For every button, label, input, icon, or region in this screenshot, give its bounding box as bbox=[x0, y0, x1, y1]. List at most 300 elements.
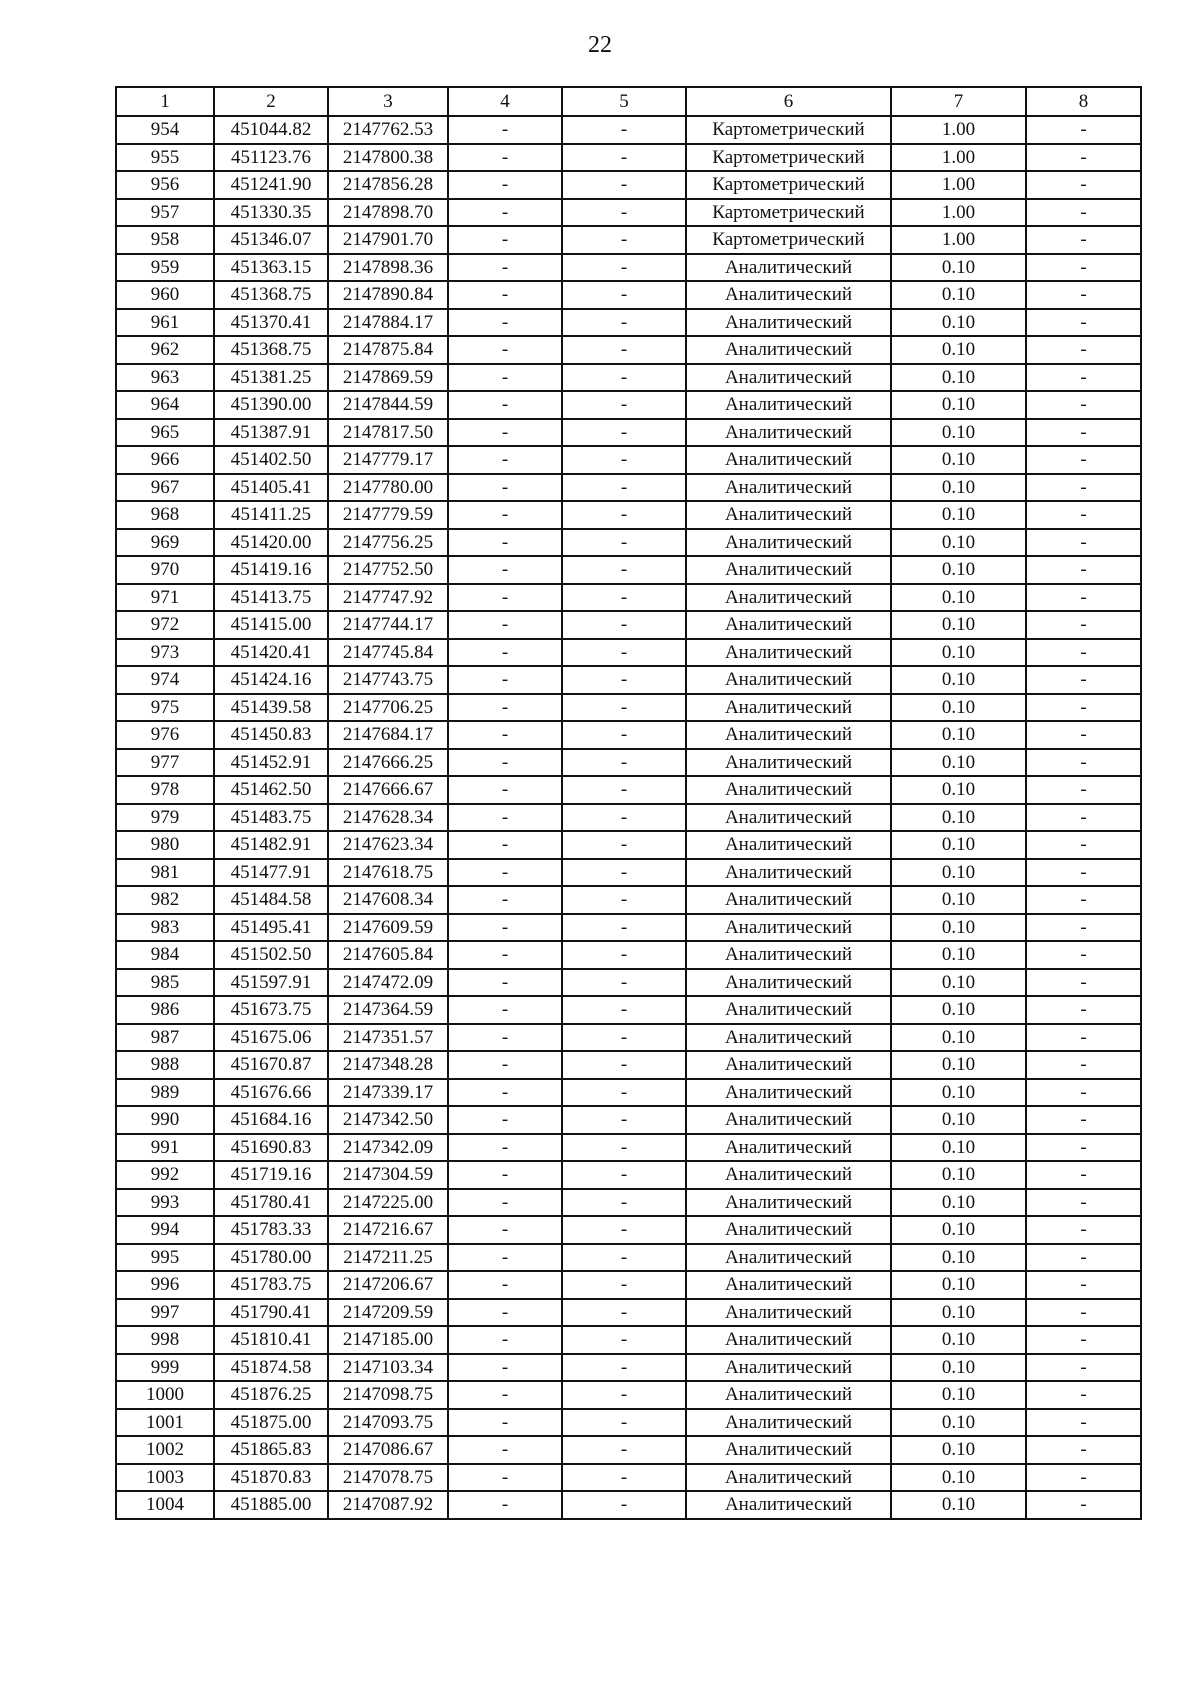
table-row bbox=[116, 364, 1141, 392]
y-coordinate-cell: 2147351.57 bbox=[328, 1024, 448, 1052]
column-header-1: 1 bbox=[116, 87, 214, 116]
method-cell: Аналитический bbox=[686, 1326, 891, 1354]
col5-cell: - bbox=[562, 831, 686, 859]
accuracy-cell: 0.10 bbox=[891, 1216, 1026, 1244]
accuracy-cell: 0.10 bbox=[891, 501, 1026, 529]
col8-cell: - bbox=[1026, 364, 1141, 392]
y-coordinate-cell: 2147779.17 bbox=[328, 446, 448, 474]
point-number-cell: 970 bbox=[116, 556, 214, 584]
method-cell: Картометрический bbox=[686, 144, 891, 172]
col5-cell: - bbox=[562, 501, 686, 529]
col5-cell: - bbox=[562, 1244, 686, 1272]
point-number-cell: 988 bbox=[116, 1051, 214, 1079]
y-coordinate-cell: 2147348.28 bbox=[328, 1051, 448, 1079]
col8-cell: - bbox=[1026, 446, 1141, 474]
point-number-cell: 1002 bbox=[116, 1436, 214, 1464]
method-cell: Аналитический bbox=[686, 969, 891, 997]
x-coordinate-cell: 451413.75 bbox=[214, 584, 328, 612]
column-header-5: 5 bbox=[562, 87, 686, 116]
y-coordinate-cell: 2147098.75 bbox=[328, 1381, 448, 1409]
col8-cell: - bbox=[1026, 226, 1141, 254]
point-number-cell: 967 bbox=[116, 474, 214, 502]
table-row bbox=[116, 776, 1141, 804]
col8-cell: - bbox=[1026, 749, 1141, 777]
x-coordinate-cell: 451673.75 bbox=[214, 996, 328, 1024]
accuracy-cell: 0.10 bbox=[891, 859, 1026, 887]
point-number-cell: 996 bbox=[116, 1271, 214, 1299]
point-number-cell: 965 bbox=[116, 419, 214, 447]
accuracy-cell: 0.10 bbox=[891, 721, 1026, 749]
col4-cell: - bbox=[448, 776, 562, 804]
col4-cell: - bbox=[448, 666, 562, 694]
col4-cell: - bbox=[448, 254, 562, 282]
col8-cell: - bbox=[1026, 1381, 1141, 1409]
method-cell: Аналитический bbox=[686, 419, 891, 447]
col4-cell: - bbox=[448, 1134, 562, 1162]
col4-cell: - bbox=[448, 116, 562, 144]
x-coordinate-cell: 451123.76 bbox=[214, 144, 328, 172]
col4-cell: - bbox=[448, 529, 562, 557]
col8-cell: - bbox=[1026, 171, 1141, 199]
col4-cell: - bbox=[448, 501, 562, 529]
y-coordinate-cell: 2147216.67 bbox=[328, 1216, 448, 1244]
x-coordinate-cell: 451875.00 bbox=[214, 1409, 328, 1437]
table-row bbox=[116, 639, 1141, 667]
coordinates-table bbox=[115, 86, 1142, 1520]
point-number-cell: 958 bbox=[116, 226, 214, 254]
y-coordinate-cell: 2147856.28 bbox=[328, 171, 448, 199]
point-number-cell: 957 bbox=[116, 199, 214, 227]
method-cell: Аналитический bbox=[686, 364, 891, 392]
col4-cell: - bbox=[448, 364, 562, 392]
method-cell: Аналитический bbox=[686, 694, 891, 722]
x-coordinate-cell: 451484.58 bbox=[214, 886, 328, 914]
x-coordinate-cell: 451346.07 bbox=[214, 226, 328, 254]
col8-cell: - bbox=[1026, 254, 1141, 282]
y-coordinate-cell: 2147209.59 bbox=[328, 1299, 448, 1327]
y-coordinate-cell: 2147706.25 bbox=[328, 694, 448, 722]
accuracy-cell: 0.10 bbox=[891, 1271, 1026, 1299]
accuracy-cell: 0.10 bbox=[891, 1409, 1026, 1437]
y-coordinate-cell: 2147901.70 bbox=[328, 226, 448, 254]
col4-cell: - bbox=[448, 886, 562, 914]
y-coordinate-cell: 2147605.84 bbox=[328, 941, 448, 969]
table-row bbox=[116, 1216, 1141, 1244]
accuracy-cell: 0.10 bbox=[891, 639, 1026, 667]
col5-cell: - bbox=[562, 419, 686, 447]
col4-cell: - bbox=[448, 1079, 562, 1107]
point-number-cell: 986 bbox=[116, 996, 214, 1024]
col5-cell: - bbox=[562, 529, 686, 557]
method-cell: Аналитический bbox=[686, 639, 891, 667]
table-row bbox=[116, 1079, 1141, 1107]
col4-cell: - bbox=[448, 1381, 562, 1409]
col8-cell: - bbox=[1026, 1161, 1141, 1189]
table-row bbox=[116, 886, 1141, 914]
table-row bbox=[116, 749, 1141, 777]
y-coordinate-cell: 2147898.36 bbox=[328, 254, 448, 282]
method-cell: Аналитический bbox=[686, 886, 891, 914]
col8-cell: - bbox=[1026, 144, 1141, 172]
col5-cell: - bbox=[562, 914, 686, 942]
accuracy-cell: 0.10 bbox=[891, 1244, 1026, 1272]
col5-cell: - bbox=[562, 336, 686, 364]
method-cell: Аналитический bbox=[686, 1436, 891, 1464]
col5-cell: - bbox=[562, 1326, 686, 1354]
method-cell: Аналитический bbox=[686, 1216, 891, 1244]
method-cell: Аналитический bbox=[686, 501, 891, 529]
accuracy-cell: 0.10 bbox=[891, 364, 1026, 392]
y-coordinate-cell: 2147211.25 bbox=[328, 1244, 448, 1272]
point-number-cell: 972 bbox=[116, 611, 214, 639]
accuracy-cell: 0.10 bbox=[891, 1299, 1026, 1327]
col5-cell: - bbox=[562, 1409, 686, 1437]
accuracy-cell: 1.00 bbox=[891, 171, 1026, 199]
x-coordinate-cell: 451876.25 bbox=[214, 1381, 328, 1409]
accuracy-cell: 0.10 bbox=[891, 1354, 1026, 1382]
col8-cell: - bbox=[1026, 721, 1141, 749]
col8-cell: - bbox=[1026, 1326, 1141, 1354]
x-coordinate-cell: 451363.15 bbox=[214, 254, 328, 282]
col8-cell: - bbox=[1026, 1354, 1141, 1382]
accuracy-cell: 1.00 bbox=[891, 199, 1026, 227]
accuracy-cell: 0.10 bbox=[891, 996, 1026, 1024]
col4-cell: - bbox=[448, 1464, 562, 1492]
col5-cell: - bbox=[562, 1491, 686, 1519]
accuracy-cell: 0.10 bbox=[891, 1134, 1026, 1162]
col4-cell: - bbox=[448, 859, 562, 887]
point-number-cell: 966 bbox=[116, 446, 214, 474]
column-header-2: 2 bbox=[214, 87, 328, 116]
x-coordinate-cell: 451411.25 bbox=[214, 501, 328, 529]
point-number-cell: 971 bbox=[116, 584, 214, 612]
y-coordinate-cell: 2147744.17 bbox=[328, 611, 448, 639]
col8-cell: - bbox=[1026, 611, 1141, 639]
col4-cell: - bbox=[448, 1271, 562, 1299]
point-number-cell: 1001 bbox=[116, 1409, 214, 1437]
y-coordinate-cell: 2147342.50 bbox=[328, 1106, 448, 1134]
col5-cell: - bbox=[562, 1134, 686, 1162]
col4-cell: - bbox=[448, 1161, 562, 1189]
col4-cell: - bbox=[448, 1189, 562, 1217]
col5-cell: - bbox=[562, 391, 686, 419]
point-number-cell: 976 bbox=[116, 721, 214, 749]
table-row bbox=[116, 1464, 1141, 1492]
table-row bbox=[116, 419, 1141, 447]
col8-cell: - bbox=[1026, 281, 1141, 309]
col4-cell: - bbox=[448, 1106, 562, 1134]
method-cell: Картометрический bbox=[686, 116, 891, 144]
col8-cell: - bbox=[1026, 529, 1141, 557]
method-cell: Аналитический bbox=[686, 254, 891, 282]
point-number-cell: 999 bbox=[116, 1354, 214, 1382]
y-coordinate-cell: 2147684.17 bbox=[328, 721, 448, 749]
table-row bbox=[116, 1051, 1141, 1079]
table-header-row bbox=[116, 87, 1141, 116]
table-row bbox=[116, 391, 1141, 419]
x-coordinate-cell: 451477.91 bbox=[214, 859, 328, 887]
x-coordinate-cell: 451405.41 bbox=[214, 474, 328, 502]
point-number-cell: 990 bbox=[116, 1106, 214, 1134]
table-row bbox=[116, 831, 1141, 859]
point-number-cell: 955 bbox=[116, 144, 214, 172]
method-cell: Аналитический bbox=[686, 941, 891, 969]
x-coordinate-cell: 451783.33 bbox=[214, 1216, 328, 1244]
method-cell: Аналитический bbox=[686, 831, 891, 859]
col8-cell: - bbox=[1026, 391, 1141, 419]
table-row bbox=[116, 1326, 1141, 1354]
point-number-cell: 961 bbox=[116, 309, 214, 337]
accuracy-cell: 0.10 bbox=[891, 1189, 1026, 1217]
x-coordinate-cell: 451719.16 bbox=[214, 1161, 328, 1189]
col4-cell: - bbox=[448, 1244, 562, 1272]
table-row bbox=[116, 721, 1141, 749]
col8-cell: - bbox=[1026, 1244, 1141, 1272]
method-cell: Аналитический bbox=[686, 1354, 891, 1382]
table-row bbox=[116, 1106, 1141, 1134]
method-cell: Аналитический bbox=[686, 1051, 891, 1079]
col5-cell: - bbox=[562, 254, 686, 282]
method-cell: Аналитический bbox=[686, 391, 891, 419]
col4-cell: - bbox=[448, 941, 562, 969]
method-cell: Аналитический bbox=[686, 1079, 891, 1107]
table-row bbox=[116, 1244, 1141, 1272]
point-number-cell: 998 bbox=[116, 1326, 214, 1354]
table-row bbox=[116, 116, 1141, 144]
col8-cell: - bbox=[1026, 969, 1141, 997]
table-row bbox=[116, 1354, 1141, 1382]
accuracy-cell: 0.10 bbox=[891, 776, 1026, 804]
y-coordinate-cell: 2147875.84 bbox=[328, 336, 448, 364]
accuracy-cell: 0.10 bbox=[891, 749, 1026, 777]
table-row bbox=[116, 529, 1141, 557]
col8-cell: - bbox=[1026, 309, 1141, 337]
x-coordinate-cell: 451420.00 bbox=[214, 529, 328, 557]
x-coordinate-cell: 451370.41 bbox=[214, 309, 328, 337]
point-number-cell: 973 bbox=[116, 639, 214, 667]
y-coordinate-cell: 2147339.17 bbox=[328, 1079, 448, 1107]
table-row bbox=[116, 446, 1141, 474]
accuracy-cell: 1.00 bbox=[891, 226, 1026, 254]
y-coordinate-cell: 2147103.34 bbox=[328, 1354, 448, 1382]
accuracy-cell: 0.10 bbox=[891, 804, 1026, 832]
page-number: 22 bbox=[588, 32, 612, 58]
method-cell: Аналитический bbox=[686, 1299, 891, 1327]
y-coordinate-cell: 2147225.00 bbox=[328, 1189, 448, 1217]
method-cell: Аналитический bbox=[686, 1161, 891, 1189]
col8-cell: - bbox=[1026, 859, 1141, 887]
col4-cell: - bbox=[448, 226, 562, 254]
x-coordinate-cell: 451482.91 bbox=[214, 831, 328, 859]
accuracy-cell: 0.10 bbox=[891, 1051, 1026, 1079]
table-row bbox=[116, 1436, 1141, 1464]
method-cell: Аналитический bbox=[686, 446, 891, 474]
y-coordinate-cell: 2147752.50 bbox=[328, 556, 448, 584]
x-coordinate-cell: 451670.87 bbox=[214, 1051, 328, 1079]
col5-cell: - bbox=[562, 969, 686, 997]
method-cell: Аналитический bbox=[686, 309, 891, 337]
col4-cell: - bbox=[448, 996, 562, 1024]
method-cell: Аналитический bbox=[686, 1106, 891, 1134]
y-coordinate-cell: 2147087.92 bbox=[328, 1491, 448, 1519]
accuracy-cell: 0.10 bbox=[891, 446, 1026, 474]
col8-cell: - bbox=[1026, 584, 1141, 612]
col4-cell: - bbox=[448, 336, 562, 364]
col5-cell: - bbox=[562, 144, 686, 172]
col4-cell: - bbox=[448, 391, 562, 419]
col5-cell: - bbox=[562, 1079, 686, 1107]
table-row bbox=[116, 144, 1141, 172]
col5-cell: - bbox=[562, 556, 686, 584]
method-cell: Аналитический bbox=[686, 611, 891, 639]
accuracy-cell: 0.10 bbox=[891, 419, 1026, 447]
col5-cell: - bbox=[562, 1106, 686, 1134]
y-coordinate-cell: 2147206.67 bbox=[328, 1271, 448, 1299]
col5-cell: - bbox=[562, 941, 686, 969]
accuracy-cell: 0.10 bbox=[891, 309, 1026, 337]
point-number-cell: 969 bbox=[116, 529, 214, 557]
table-row bbox=[116, 474, 1141, 502]
point-number-cell: 987 bbox=[116, 1024, 214, 1052]
table-row bbox=[116, 309, 1141, 337]
table-row bbox=[116, 969, 1141, 997]
table-row bbox=[116, 996, 1141, 1024]
method-cell: Аналитический bbox=[686, 1134, 891, 1162]
y-coordinate-cell: 2147817.50 bbox=[328, 419, 448, 447]
method-cell: Аналитический bbox=[686, 1409, 891, 1437]
col8-cell: - bbox=[1026, 419, 1141, 447]
col5-cell: - bbox=[562, 1216, 686, 1244]
y-coordinate-cell: 2147747.92 bbox=[328, 584, 448, 612]
table-row bbox=[116, 1299, 1141, 1327]
accuracy-cell: 0.10 bbox=[891, 584, 1026, 612]
table-row bbox=[116, 1271, 1141, 1299]
point-number-cell: 995 bbox=[116, 1244, 214, 1272]
point-number-cell: 991 bbox=[116, 1134, 214, 1162]
y-coordinate-cell: 2147628.34 bbox=[328, 804, 448, 832]
y-coordinate-cell: 2147608.34 bbox=[328, 886, 448, 914]
x-coordinate-cell: 451483.75 bbox=[214, 804, 328, 832]
point-number-cell: 977 bbox=[116, 749, 214, 777]
point-number-cell: 981 bbox=[116, 859, 214, 887]
col8-cell: - bbox=[1026, 199, 1141, 227]
y-coordinate-cell: 2147609.59 bbox=[328, 914, 448, 942]
col5-cell: - bbox=[562, 859, 686, 887]
method-cell: Аналитический bbox=[686, 1464, 891, 1492]
y-coordinate-cell: 2147743.75 bbox=[328, 666, 448, 694]
x-coordinate-cell: 451462.50 bbox=[214, 776, 328, 804]
point-number-cell: 993 bbox=[116, 1189, 214, 1217]
table-row bbox=[116, 501, 1141, 529]
y-coordinate-cell: 2147745.84 bbox=[328, 639, 448, 667]
col8-cell: - bbox=[1026, 336, 1141, 364]
point-number-cell: 1004 bbox=[116, 1491, 214, 1519]
method-cell: Аналитический bbox=[686, 804, 891, 832]
point-number-cell: 960 bbox=[116, 281, 214, 309]
method-cell: Аналитический bbox=[686, 749, 891, 777]
x-coordinate-cell: 451241.90 bbox=[214, 171, 328, 199]
table-row bbox=[116, 584, 1141, 612]
accuracy-cell: 0.10 bbox=[891, 556, 1026, 584]
x-coordinate-cell: 451495.41 bbox=[214, 914, 328, 942]
col5-cell: - bbox=[562, 996, 686, 1024]
accuracy-cell: 0.10 bbox=[891, 969, 1026, 997]
method-cell: Картометрический bbox=[686, 226, 891, 254]
accuracy-cell: 1.00 bbox=[891, 116, 1026, 144]
y-coordinate-cell: 2147890.84 bbox=[328, 281, 448, 309]
col5-cell: - bbox=[562, 1464, 686, 1492]
col5-cell: - bbox=[562, 721, 686, 749]
table-row bbox=[116, 1024, 1141, 1052]
col5-cell: - bbox=[562, 776, 686, 804]
col4-cell: - bbox=[448, 446, 562, 474]
x-coordinate-cell: 451439.58 bbox=[214, 694, 328, 722]
y-coordinate-cell: 2147618.75 bbox=[328, 859, 448, 887]
method-cell: Аналитический bbox=[686, 666, 891, 694]
table-row bbox=[116, 171, 1141, 199]
y-coordinate-cell: 2147869.59 bbox=[328, 364, 448, 392]
table-row bbox=[116, 666, 1141, 694]
table-row bbox=[116, 281, 1141, 309]
table-row bbox=[116, 1409, 1141, 1437]
x-coordinate-cell: 451676.66 bbox=[214, 1079, 328, 1107]
col8-cell: - bbox=[1026, 1051, 1141, 1079]
x-coordinate-cell: 451390.00 bbox=[214, 391, 328, 419]
point-number-cell: 979 bbox=[116, 804, 214, 832]
col5-cell: - bbox=[562, 804, 686, 832]
col4-cell: - bbox=[448, 914, 562, 942]
col4-cell: - bbox=[448, 1436, 562, 1464]
table-row bbox=[116, 1161, 1141, 1189]
col8-cell: - bbox=[1026, 1134, 1141, 1162]
point-number-cell: 974 bbox=[116, 666, 214, 694]
col8-cell: - bbox=[1026, 639, 1141, 667]
col4-cell: - bbox=[448, 611, 562, 639]
x-coordinate-cell: 451044.82 bbox=[214, 116, 328, 144]
col4-cell: - bbox=[448, 1326, 562, 1354]
point-number-cell: 994 bbox=[116, 1216, 214, 1244]
table-body bbox=[116, 116, 1141, 1519]
col5-cell: - bbox=[562, 474, 686, 502]
col8-cell: - bbox=[1026, 1409, 1141, 1437]
method-cell: Аналитический bbox=[686, 1381, 891, 1409]
table-row bbox=[116, 859, 1141, 887]
accuracy-cell: 0.10 bbox=[891, 1079, 1026, 1107]
col5-cell: - bbox=[562, 1024, 686, 1052]
column-header-3: 3 bbox=[328, 87, 448, 116]
method-cell: Аналитический bbox=[686, 1244, 891, 1272]
col4-cell: - bbox=[448, 556, 562, 584]
point-number-cell: 983 bbox=[116, 914, 214, 942]
col5-cell: - bbox=[562, 364, 686, 392]
col5-cell: - bbox=[562, 1189, 686, 1217]
col5-cell: - bbox=[562, 886, 686, 914]
y-coordinate-cell: 2147800.38 bbox=[328, 144, 448, 172]
table-row bbox=[116, 199, 1141, 227]
x-coordinate-cell: 451381.25 bbox=[214, 364, 328, 392]
col4-cell: - bbox=[448, 1491, 562, 1519]
table-row bbox=[116, 941, 1141, 969]
x-coordinate-cell: 451780.00 bbox=[214, 1244, 328, 1272]
col4-cell: - bbox=[448, 309, 562, 337]
method-cell: Аналитический bbox=[686, 1491, 891, 1519]
point-number-cell: 984 bbox=[116, 941, 214, 969]
accuracy-cell: 0.10 bbox=[891, 529, 1026, 557]
y-coordinate-cell: 2147756.25 bbox=[328, 529, 448, 557]
y-coordinate-cell: 2147779.59 bbox=[328, 501, 448, 529]
column-header-4: 4 bbox=[448, 87, 562, 116]
col4-cell: - bbox=[448, 171, 562, 199]
